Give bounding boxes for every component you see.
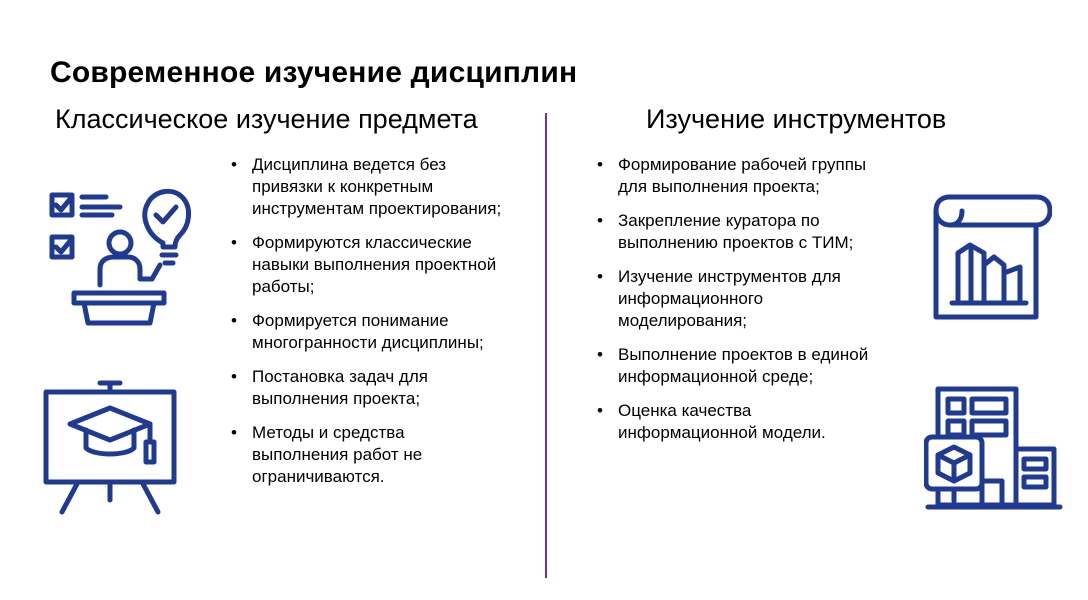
teacher-lightbulb-icon [48,185,196,328]
list-item: • Методы и средства выполнения работ не ограничиваются. [228,422,503,488]
list-item: • Формируется понимание многогранности дисциплины; [228,310,503,354]
list-item: • Оценка качества информационной модели. [594,400,879,444]
list-item: • Формирование рабочей группы для выполнения проекта; [594,154,879,198]
right-bullet-list [594,154,879,456]
left-bullet-list [228,154,503,500]
bim-building-cube-icon [924,385,1064,513]
list-item: • Дисциплина ведется без привязки к конкретным инструментам проектирования; [228,154,503,220]
blueprint-building-icon [932,193,1052,323]
slide-title: Современное изучение дисциплин [50,56,578,89]
list-item: • Изучение инструментов для информационного моделирования; [594,266,879,332]
graduation-cap-easel-icon [42,380,180,516]
list-item: • Формируются классические навыки выполнения проектной работы; [228,232,503,298]
list-item: • Закрепление куратора по выполнению проектов с ТИМ; [594,210,879,254]
column-divider [545,113,547,578]
list-item: • Выполнение проектов в единой информационной среде; [594,344,879,388]
right-column-heading: Изучение инструментов [646,104,947,134]
list-item: • Постановка задач для выполнения проекта; [228,366,503,410]
left-column-heading: Классическое изучение предмета [55,104,478,134]
